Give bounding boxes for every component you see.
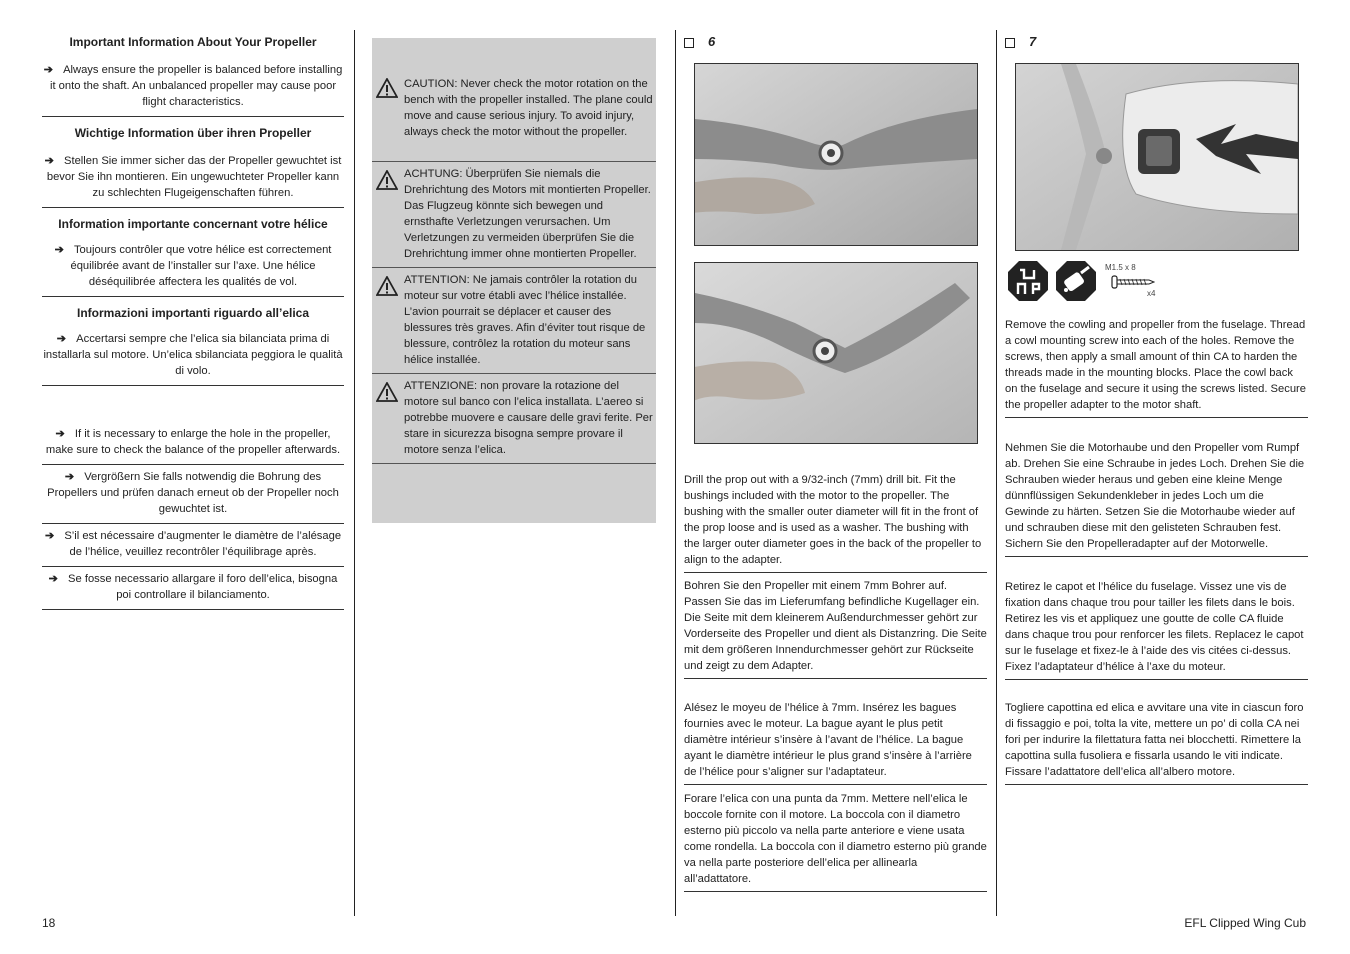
warning-icon [376, 382, 398, 402]
step-checkbox[interactable] [684, 38, 694, 48]
caution-de [372, 162, 656, 268]
propeller-photo-1 [694, 63, 978, 246]
propeller-info-de [42, 117, 344, 208]
tools-row [1005, 260, 1165, 306]
column-divider [675, 30, 676, 916]
tip-en [42, 422, 344, 465]
arrow-right-icon: ➔ [43, 64, 54, 76]
step6-text-en: Drill the prop out with a 9/32-inch (7mm) drill bit. Fit the bushings included with the motor to the propeller. The bushing with the smaller outer diameter will fit in the front of the prop loose and is used as a washer. The bushing with the larger outer diameter goes in the back of the propeller to align to the adapter. [684, 472, 987, 573]
caution-text-fr: ATTENTION: Ne jamais contrôler la rotation du moteur sur votre établi avec l’hélice installée. L’avion pourrait se déplacer et causer des blessures très graves. Afin d’éviter tout risque de blessure, contrôlez la rotation du moteur sans hélice installée. [404, 274, 646, 366]
caution-en [372, 74, 656, 162]
warning-icon [376, 276, 398, 296]
info-text-en: Always ensure the propeller is balanced before installing it onto the shaft. An unbalanced propeller may cause poor flight characteristics. [49, 64, 343, 108]
cowling-photo [1015, 63, 1299, 251]
step-checkbox[interactable] [1005, 38, 1015, 48]
info-text-de: Stellen Sie immer sicher das der Propeller gewuchtet ist bevor Sie ihn montieren. Ein ungewuchteter Propeller kann zu schlechten Flugeigenschaften führen. [46, 155, 342, 199]
screw-size-label: M1.5 x 8 [1105, 263, 1136, 272]
arrow-right-icon: ➔ [56, 333, 67, 345]
tip-text-de: Vergrößern Sie falls notwendig die Bohrung des Propellers und prüfen danach erneut ob der Propeller noch gewuchtet ist. [47, 471, 339, 515]
step-number: 7 [1029, 34, 1037, 49]
caution-text-de: ACHTUNG: Überprüfen Sie niemals die Drehrichtung des Motors mit montierten Propeller. Das Flugzeug könnte sich bewegen und ernsthafte Verletzungen verursachen. Um Verletzungen zu vermeiden überprüfen Sie die Drehrichtung immer ohne montierten Propeller. [404, 168, 651, 260]
info-text-fr: Toujours contrôler que votre hélice est correctement équilibrée avant de l’installer sur l’axe. Une hélice déséquilibrée affectera les qualités de vol. [70, 244, 332, 288]
tip-text-it: Se fosse necessario allargare il foro dell’elica, bisogna poi controllare il bilanciamento. [68, 573, 338, 601]
ca-glue-icon [1055, 260, 1097, 302]
caution-text-en: CAUTION: Never check the motor rotation on the bench with the propeller installed. The plane could move and cause serious injury. To avoid injury, always check the motor without the propeller. [404, 78, 653, 138]
arrow-right-icon: ➔ [54, 244, 64, 256]
step7-text-fr: Retirez le capot et l’hélice du fuselage. Vissez une vis de fixation dans chaque trou pour tailler les filets dans le bois. Retirez les vis et appliquez une goutte de colle CA fluide dans chaque trou pour renforcer les filets. Replacez le capot sur le fuselage et fixez-le à l’aide des vis citées ci-dessus. Fixez l’adaptateur d’hélice à l’axe du moteur. [1005, 579, 1308, 680]
arrow-right-icon: ➔ [64, 471, 75, 483]
step7-text-de: Nehmen Sie die Motorhaube und den Propeller vom Rumpf ab. Drehen Sie eine Schraube in jedes Loch. Drehen Sie die Schrauben wieder heraus und geben eine kleine Menge dünnflüssigen Sekundenkleber in jedes Loch um die Gewinde zu härten. Setzen Sie die Motorhaube wieder auf und schrauben diese mit den gelisteten Schrauben fest. Sichern Sie den Propelleradapter auf der Motorwelle. [1005, 440, 1308, 557]
step7-text-en: Remove the cowling and propeller from the fuselage. Thread a cowl mounting screw into each of the holes. Remove the screws, then apply a small amount of thin CA to harden the threads made in the mounting blocks. Place the cowl back on the fuselage and secure it using the screws listed. Secure the propeller adapter to the motor shaft. [1005, 317, 1308, 418]
info-title-it: Informazioni importanti riguardo all’elica [76, 306, 310, 320]
step-6-header [684, 34, 715, 49]
column-divider [354, 30, 355, 916]
tip-fr [42, 524, 344, 567]
arrow-right-icon: ➔ [44, 530, 55, 542]
step6-text-de: Bohren Sie den Propeller mit einem 7mm Bohrer auf. Passen Sie das im Lieferumfang befindliche Kugellager ein. Die Seite mit dem kleinerem Außendurchmesser gehört zur Vorderseite des Propeller und dient als Distanzring. Die Seite mit dem größeren Innendurchmesser gehört zur Rückseite und zeigt zu dem Adapter. [684, 578, 987, 679]
warning-icon [376, 78, 398, 98]
arrow-right-icon: ➔ [55, 428, 65, 440]
step6-text-it: Forare l’elica con una punta da 7mm. Mettere nell’elica le boccole fornite con il motore. La boccola con il diametro esterno più piccolo va nella parte anteriore e viene usata come rondella. La boccola con il diametro esterno più grande va nella parte posteriore dell’elica per allinearla all’adattatore. [684, 791, 987, 892]
caution-panel [372, 38, 656, 523]
propeller-photo-2 [694, 262, 978, 444]
step-7-header [1005, 34, 1036, 49]
product-name: EFL Clipped Wing Cub [1184, 916, 1306, 930]
tip-text-fr: S’il est nécessaire d’augmenter le diamètre de l’alésage de l’hélice, veuillez recontrôler l’équilibrage après. [64, 530, 342, 558]
info-title-en: Important Information About Your Propeller [69, 35, 317, 49]
screw-icon [1111, 274, 1155, 290]
caution-fr [372, 268, 656, 374]
step7-text-it: Togliere capottina ed elica e avvitare una vite in ciascun foro di fissaggio e poi, tolta la vite, mettere un po’ di colla CA nei fori per indurire la filettatura fatta nei blocchetti. Rimettere la capottina sulla fusoliera e fissarla usando le viti indicate. Fissare l’adattatore dell’elica all’albero motore. [1005, 700, 1308, 785]
propeller-info-it [42, 297, 344, 386]
step-number: 6 [708, 34, 716, 49]
propeller-info-fr [42, 208, 344, 297]
propeller-info-en [42, 0, 344, 117]
screw-quantity: x4 [1147, 289, 1156, 298]
caution-text-it: ATTENZIONE: non provare la rotazione del motore sul banco con l’elica installata. L’aereo si potrebbe muovere e causare delle gravi ferite. Per stare in sicurezza bisogna sempre provare il motore senza l’elica. [404, 380, 653, 456]
step6-text-fr: Alésez le moyeu de l’hélice à 7mm. Insérez les bagues fournies avec le moteur. La bague ayant le plus petit diamètre intérieur s’insère à l’avant de l’hélice. La bague ayant le diamètre intérieur le plus grand s’insère à l’arrière de l’hélice pour s’aligner sur l’adaptateur. [684, 700, 987, 785]
arrow-right-icon: ➔ [48, 573, 59, 585]
info-title-de: Wichtige Information über ihren Propeller [74, 126, 312, 140]
tip-text-en: If it is necessary to enlarge the hole in the propeller, make sure to check the balance of the propeller afterwards. [45, 428, 341, 456]
info-title-fr: Information importante concernant votre hélice [58, 217, 328, 231]
info-text-it: Accertarsi sempre che l’elica sia bilanciata prima di installarla sul motore. Un’elica sbilanciata peggiora le qualità di volo. [43, 333, 343, 377]
column-divider [996, 30, 997, 916]
caution-it [372, 374, 656, 464]
warning-icon [376, 170, 398, 190]
propeller-info-column [42, 0, 344, 610]
tip-it [42, 567, 344, 610]
tip-de [42, 465, 344, 524]
arrow-right-icon: ➔ [44, 155, 55, 167]
page-number: 18 [42, 916, 56, 930]
hex-key-icon [1007, 260, 1049, 302]
